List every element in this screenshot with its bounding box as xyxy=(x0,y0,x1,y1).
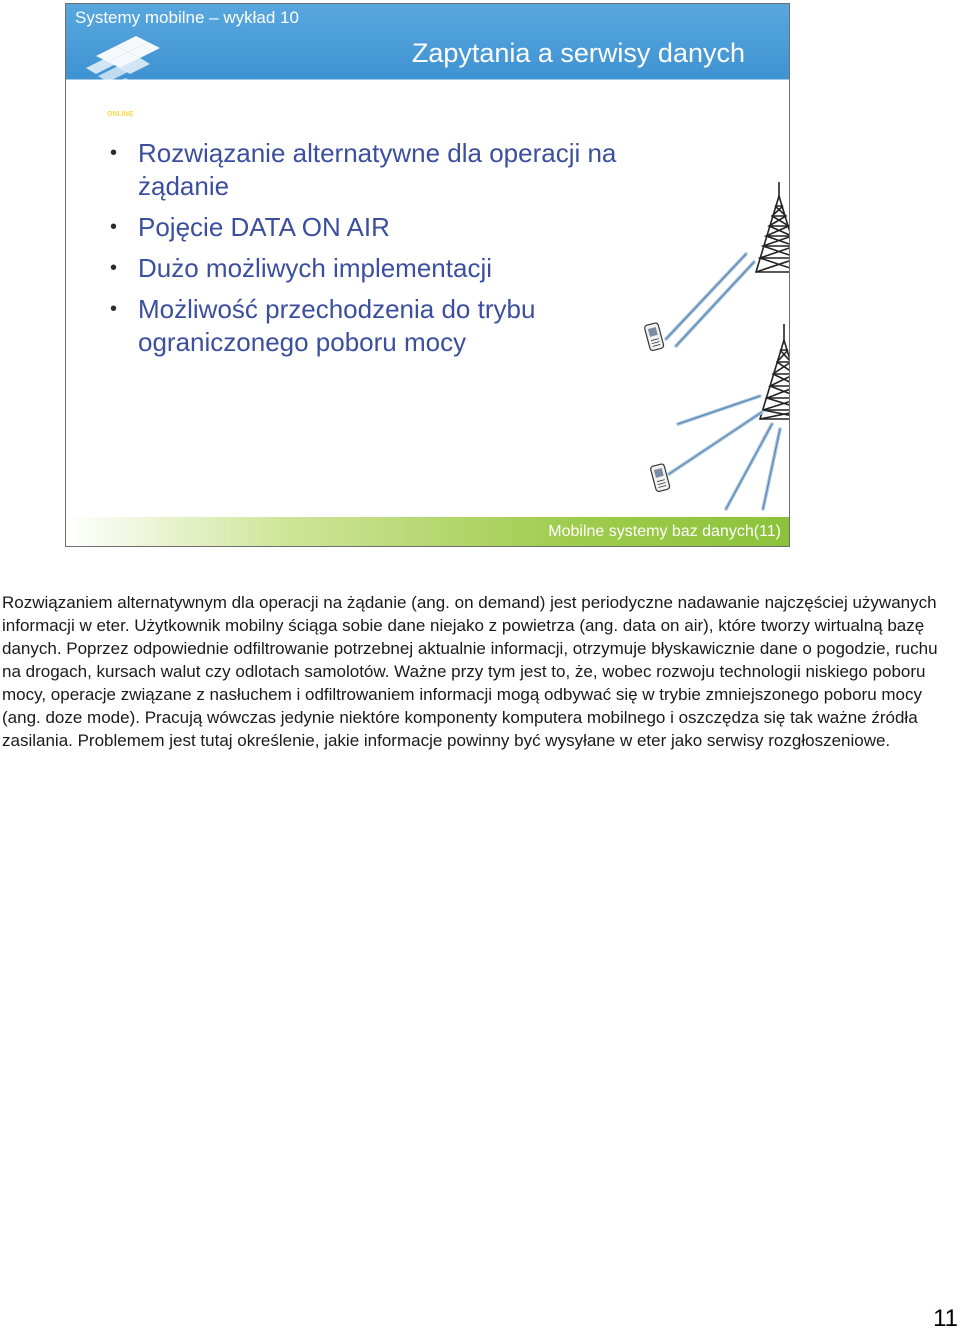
bullet-list xyxy=(106,137,646,367)
slide-title: Zapytania a serwisy danych xyxy=(411,38,745,68)
radio-tower-icon xyxy=(760,324,790,419)
bullet-text: Rozwiązanie alternatywne dla operacji na żądanie xyxy=(138,138,617,201)
bullet-dot-icon: • xyxy=(110,216,118,238)
bullet-item xyxy=(106,211,646,244)
radio-tower-icon xyxy=(756,182,790,272)
bullet-text: Możliwość przechodzenia do trybu ograniczonego poboru mocy xyxy=(138,294,536,357)
bullet-item xyxy=(106,137,646,203)
bullet-item xyxy=(106,252,646,285)
course-label: Systemy mobilne – wykład 10 xyxy=(75,8,299,27)
page-number: 11 xyxy=(933,1305,958,1332)
bullet-text: Pojęcie DATA ON AIR xyxy=(138,212,390,242)
bullet-text: Dużo możliwych implementacji xyxy=(138,253,492,283)
slide xyxy=(65,3,790,547)
bullet-dot-icon: • xyxy=(110,142,118,164)
mobile-phone-icon xyxy=(650,463,670,492)
bullet-dot-icon: • xyxy=(110,257,118,279)
bullet-item xyxy=(106,293,646,359)
body-paragraph: Rozwiązaniem alternatywnym dla operacji na żądanie (ang. on demand) jest periodyczne nadawanie najczęściej używanych informacji w eter. Użytkownik mobilny ściąga sobie dane niejako z powietrza (ang. data on air), które tworzy wirtualną bazę danych. Poprzez odpowiednie odfiltrowanie potrzebnej aktualnie informacji, otrzymuje błyskawicznie dane o pogodzie, ruchu na drogach, kursach walut czy odlotach samolotów. Ważne przy tym jest to, że, wobec rozwoju technologii niskiego poboru mocy, operacje związane z nasłuchem i odfiltrowaniem informacji mogą odbywać się w trybie zmniejszonego poboru mocy (ang. doze mode). Pracują wówczas jedynie niektóre komponenty komputera mobilnego i oszczędza się tak ważne źródła zasilania. Problemem jest tutaj określenie, jakie informacje powinny być wysyłane w eter jako serwisy rozgłoszeniowe. xyxy=(2,593,938,750)
bullet-dot-icon: • xyxy=(110,298,118,320)
broadcast-diagram xyxy=(566,174,790,519)
mobile-phone-icon xyxy=(644,322,664,351)
logo-text-online: ONLINE xyxy=(107,111,134,118)
slide-footer xyxy=(66,517,789,546)
footer-text: Mobilne systemy baz danych(11) xyxy=(548,523,781,540)
logo-text-uczelnia: UCZELNIA xyxy=(96,101,141,110)
